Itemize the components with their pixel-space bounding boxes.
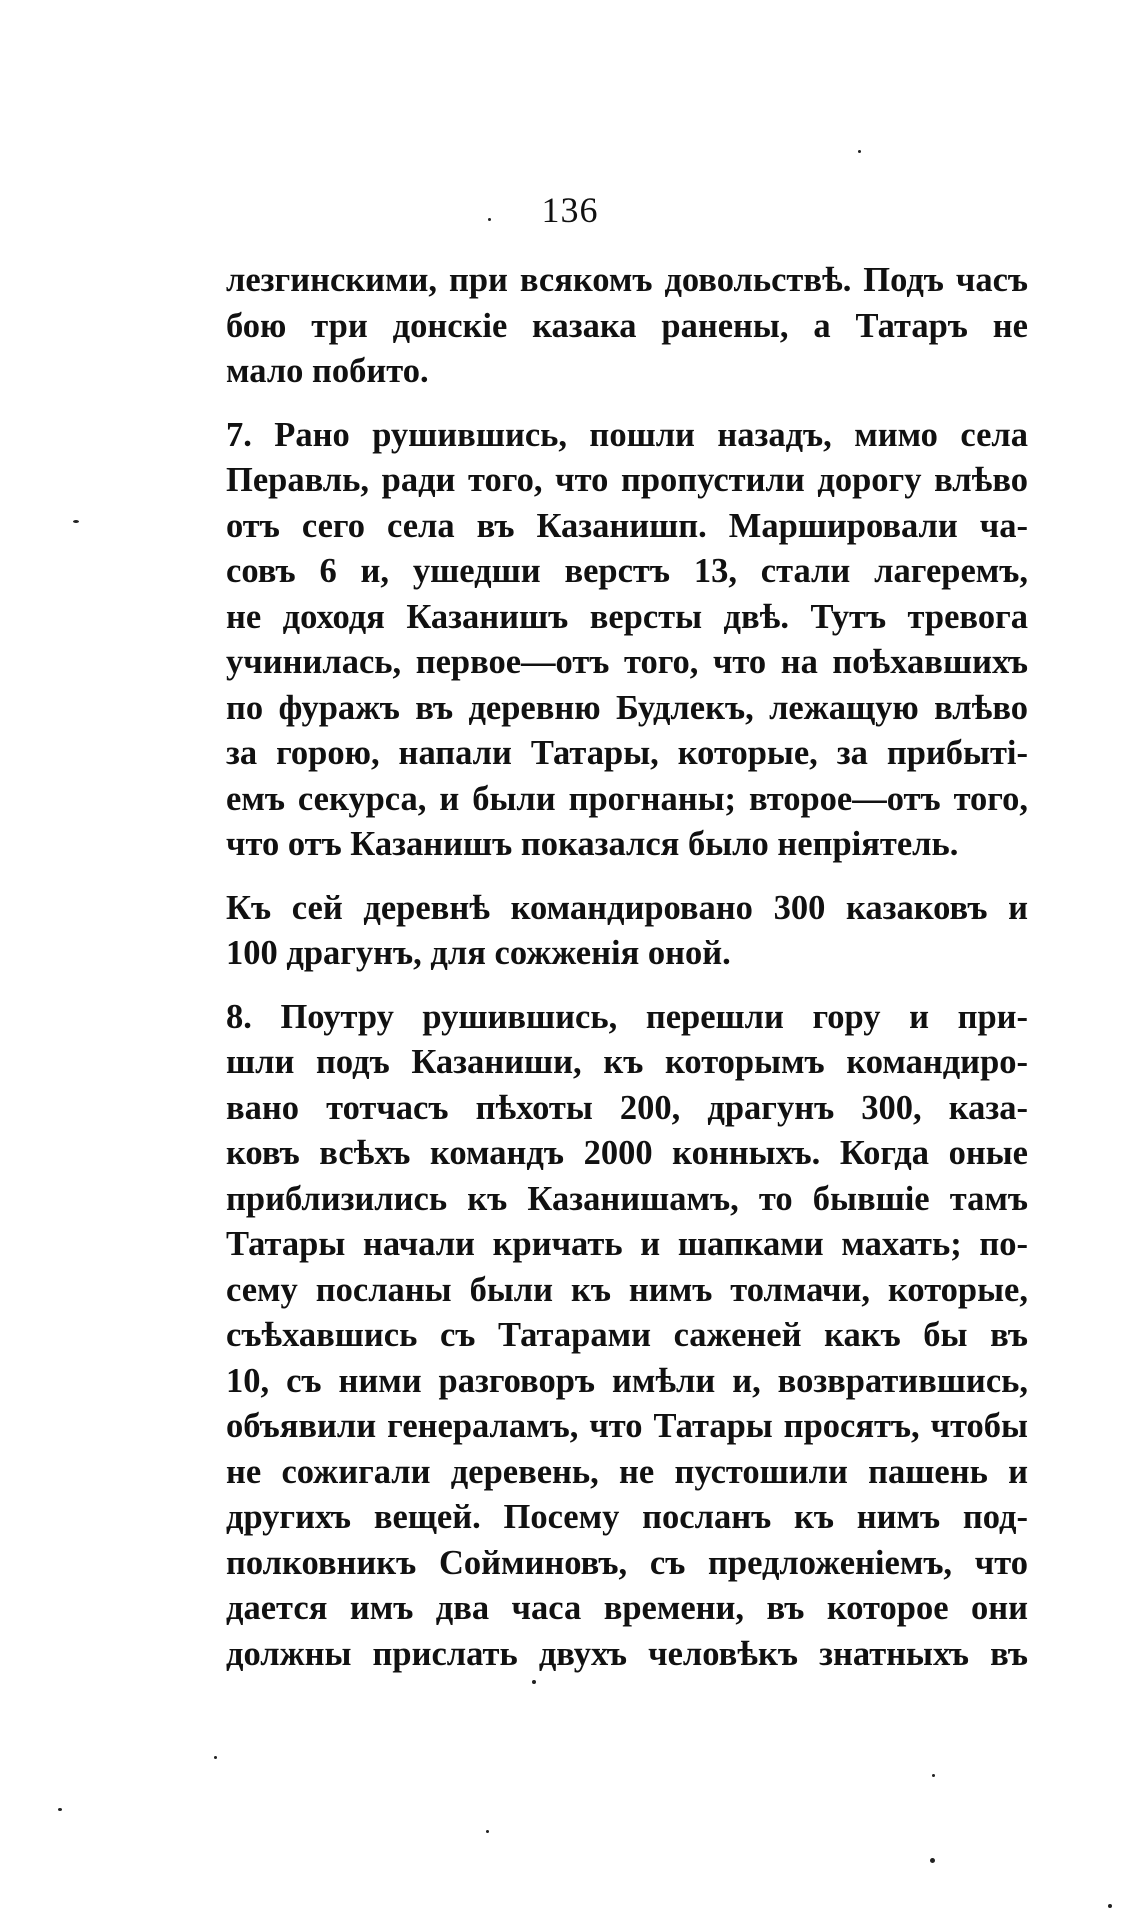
text-line: не сожигали деревень, не пустошили пашень и <box>226 1452 1028 1491</box>
text-line: бою три донскіе казака ранены, а Татаръ не <box>226 306 1028 345</box>
paragraph-gap <box>226 868 1028 886</box>
text-line: 7. Рано рушившись, пошли назадъ, мимо села <box>226 415 1028 454</box>
scan-speck <box>73 520 79 523</box>
scan-speck <box>532 1680 536 1684</box>
text-line: Татары начали кричать и шапками махать; по- <box>226 1225 1028 1263</box>
text-line: 8. Поутру рушившись, перешли гору и при- <box>226 997 1028 1036</box>
scan-speck <box>214 1756 217 1759</box>
paragraph-1 <box>226 258 1028 395</box>
text-line: вано тотчасъ пѣхоты 200, драгунъ 300, каза- <box>226 1088 1028 1127</box>
text-line: 100 драгунъ, для сожженія оной. <box>226 934 731 972</box>
paragraph-4 <box>226 995 1028 1678</box>
text-line: совъ 6 и, ушедши верстъ 13, стали лагеремъ, <box>226 552 1028 590</box>
text-line: что отъ Казанишъ показался было непріятель. <box>226 825 959 863</box>
scan-speck <box>932 1774 935 1777</box>
text-line: съѣхавшись съ Татарами саженей какъ бы въ <box>226 1316 1028 1354</box>
scan-speck <box>930 1858 935 1863</box>
paragraph-gap <box>226 395 1028 413</box>
page-number: 136 <box>541 190 599 230</box>
text-line: объявили генераламъ, что Татары просятъ, чтобы <box>226 1407 1028 1445</box>
text-line: учинилась, первое—отъ того, что на поѣхавшихъ <box>226 643 1028 681</box>
text-line: ковъ всѣхъ командъ 2000 конныхъ. Когда оные <box>226 1134 1028 1172</box>
text-line: не доходя Казанишъ версты двѣ. Тутъ тревога <box>226 597 1028 636</box>
text-line: шли подъ Казаниши, къ которымъ командиро- <box>226 1043 1028 1081</box>
text-line: сему посланы были къ нимъ толмачи, которые, <box>226 1270 1028 1309</box>
text-line: 10, съ ними разговоръ имѣли и, возвратившись, <box>226 1361 1028 1400</box>
text-line: Къ сей деревнѣ командировано 300 казаковъ и <box>226 888 1028 927</box>
text-line: полковникъ Сойминовъ, съ предложеніемъ, что <box>226 1543 1028 1582</box>
text-line: приблизились къ Казанишамъ, то бывшіе тамъ <box>226 1179 1028 1218</box>
text-line: отъ сего села въ Казанишп. Маршировали ча- <box>226 506 1028 545</box>
scan-speck <box>488 218 491 221</box>
scan-speck <box>858 150 861 153</box>
text-line: за горою, напали Татары, которые, за прибыті- <box>226 734 1028 772</box>
scan-speck <box>486 1830 489 1833</box>
paragraph-2 <box>226 413 1028 868</box>
scan-speck <box>1108 1904 1112 1908</box>
text-line: мало побито. <box>226 352 429 390</box>
scan-speck <box>58 1808 62 1811</box>
text-line: Перавль, ради того, что пропустили дорогу влѣво <box>226 461 1028 499</box>
paragraph-gap <box>226 977 1028 995</box>
text-line: другихъ вещей. Посему посланъ къ нимъ под- <box>226 1498 1028 1536</box>
text-line: емъ секурса, и были прогнаны; второе—отъ того, <box>226 779 1028 818</box>
text-line: лезгинскими, при всякомъ довольствѣ. Подъ часъ <box>226 261 1028 299</box>
body-text <box>226 258 1028 1677</box>
text-line: дается имъ два часа времени, въ которое они <box>226 1589 1028 1627</box>
paragraph-3 <box>226 886 1028 977</box>
text-line: должны прислать двухъ человѣкъ знатныхъ въ <box>226 1634 1028 1673</box>
text-line: по фуражъ въ деревню Будлекъ, лежащую влѣво <box>226 688 1028 727</box>
